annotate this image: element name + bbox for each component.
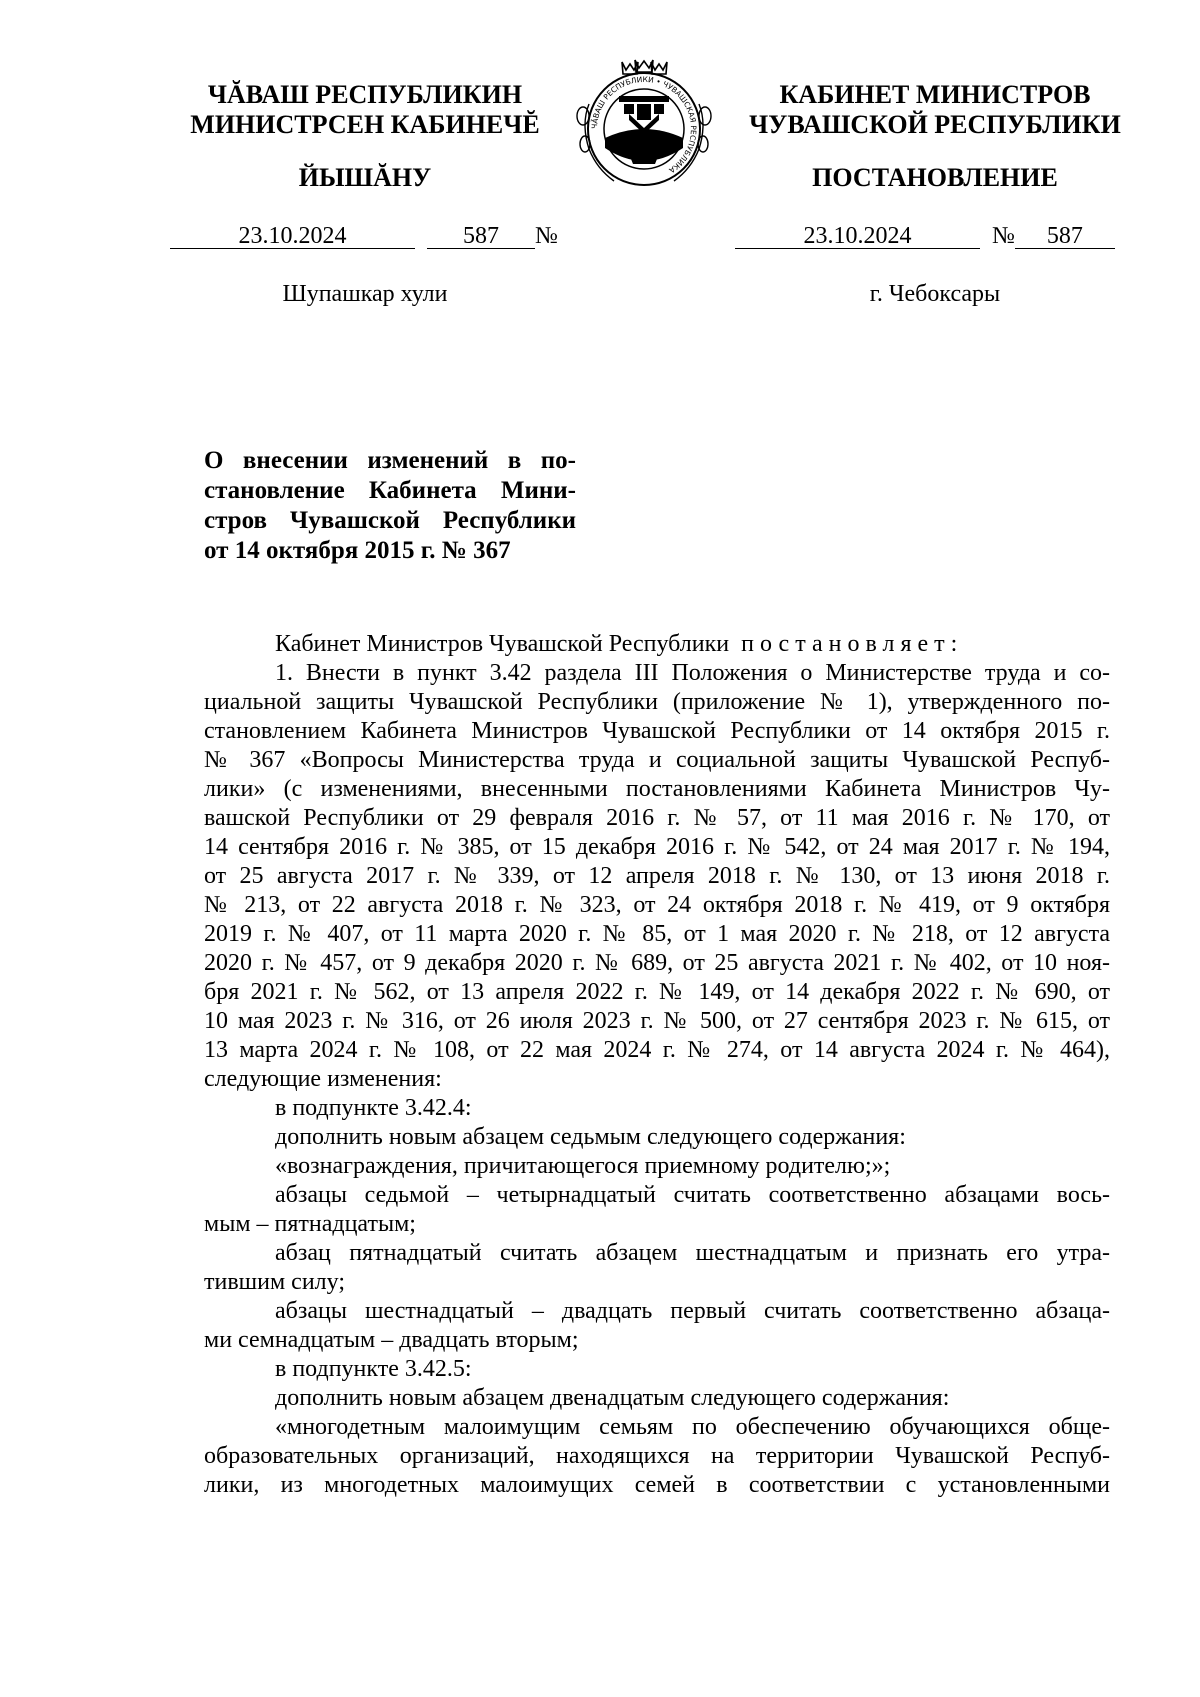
body-line: следующие изменения: — [204, 1066, 442, 1092]
number-row-right — [735, 222, 1115, 250]
doc-type-russian: ПОСТАНОВЛЕНИЕ — [812, 163, 1058, 192]
emblem-ring-text: ЧĂВАШ РЕСПУБЛИКИ • ЧУВАШСКАЯ РЕСПУБЛИКА — [589, 74, 699, 175]
body-line: 10 мая 2023 г. № 316, от 26 июля 2023 г. № 500, от 27 сентября 2023 г. № 615, от — [204, 1008, 1110, 1034]
header-left-line1: ЧĂВАШ РЕСПУБЛИКИН — [207, 80, 523, 109]
header-right-line2: ЧУВАШСКОЙ РЕСПУБЛИКИ — [749, 110, 1121, 139]
body-line: мым – пятнадцатым; — [204, 1211, 416, 1237]
body-line: циальной защиты Чувашской Республики (приложение № 1), утвержденного по- — [204, 689, 1110, 715]
title-line: от 14 октября 2015 г. № 367 — [204, 537, 511, 564]
header-left-line2: МИНИСТРСЕН КАБИНЕЧĔ — [190, 110, 540, 139]
body-line: абзацы шестнадцатый – двадцать первый считать соответственно абзаца- — [275, 1298, 1110, 1324]
body-intro-decree: постановляет: — [741, 631, 964, 657]
body-line: бря 2021 г. № 562, от 13 апреля 2022 г. № 149, от 14 декабря 2022 г. № 690, от — [204, 979, 1110, 1005]
place-russian: г. Чебоксары — [869, 281, 1001, 307]
header-left-org — [170, 80, 560, 140]
body-line: становлением Кабинета Министров Чувашской Республики от 14 октября 2015 г. — [204, 718, 1110, 744]
header-right-line1: КАБИНЕТ МИНИСТРОВ — [779, 80, 1091, 109]
body-line: № 213, от 22 августа 2018 г. № 323, от 24 октября 2018 г. № 419, от 9 октября — [204, 892, 1110, 918]
left-number: 587 — [427, 224, 535, 249]
document-title — [204, 446, 576, 566]
emblem-graphic — [569, 54, 719, 204]
number-row-left — [170, 222, 558, 250]
body-line: лики, из многодетных малоимущих семей в соответствии с установленными — [204, 1472, 1110, 1498]
body-line: тившим силу; — [204, 1269, 345, 1295]
title-line: О внесении изменений в по- — [204, 447, 576, 474]
title-line: становление Кабинета Мини- — [204, 477, 576, 504]
body-line: «многодетным малоимущим семьям по обеспечению обучающихся обще- — [275, 1414, 1110, 1440]
left-date: 23.10.2024 — [170, 224, 415, 249]
chuvash-coat-of-arms-icon — [569, 54, 719, 204]
body-line: в подпункте 3.42.4: — [275, 1095, 472, 1121]
place-chuvash: Шупашкар хули — [282, 281, 448, 307]
body-line: образовательных организаций, находящихся на территории Чувашской Респуб- — [204, 1443, 1110, 1469]
body-intro-line — [204, 630, 1110, 659]
body-line: лики» (с изменениями, внесенными постановлениями Кабинета Министров Чу- — [204, 776, 1110, 802]
document-body — [204, 630, 1110, 1500]
body-line: 2020 г. № 457, от 9 декабря 2020 г. № 689, от 25 августа 2021 г. № 402, от 10 ноя- — [204, 950, 1110, 976]
body-line: 2019 г. № 407, от 11 марта 2020 г. № 85, от 1 мая 2020 г. № 218, от 12 августа — [204, 921, 1110, 947]
body-line: абзацы седьмой – четырнадцатый считать соответственно абзацами вось- — [275, 1182, 1110, 1208]
header-right-org — [735, 80, 1135, 140]
body-line: в подпункте 3.42.5: — [275, 1356, 472, 1382]
body-line: вашской Республики от 29 февраля 2016 г. № 57, от 11 мая 2016 г. № 170, от — [204, 805, 1110, 831]
right-date: 23.10.2024 — [735, 224, 980, 249]
body-line: ми семнадцатым – двадцать вторым; — [204, 1327, 579, 1353]
body-line: 1. Внести в пункт 3.42 раздела III Положения о Министерстве труда и со- — [275, 660, 1110, 686]
body-intro: Кабинет Министров Чувашской Республики — [275, 631, 730, 657]
left-number-sign: № — [535, 223, 558, 249]
body-line: № 367 «Вопросы Министерства труда и социальной защиты Чувашской Респуб- — [204, 747, 1110, 773]
doc-type-chuvash: ЙЫШĂНУ — [298, 163, 432, 192]
body-line: от 25 августа 2017 г. № 339, от 12 апреля 2018 г. № 130, от 13 июня 2018 г. — [204, 863, 1110, 889]
right-number: 587 — [1015, 224, 1115, 249]
body-line: абзац пятнадцатый считать абзацем шестнадцатым и признать его утра- — [275, 1240, 1110, 1266]
right-number-sign: № — [992, 223, 1015, 249]
body-line: «вознаграждения, причитающегося приемному родителю;»; — [275, 1153, 891, 1179]
body-lines — [204, 659, 1110, 1500]
body-line: дополнить новым абзацем двенадцатым следующего содержания: — [275, 1385, 950, 1411]
title-line: стров Чувашской Республики — [204, 507, 576, 534]
body-line: 13 марта 2024 г. № 108, от 22 мая 2024 г. № 274, от 14 августа 2024 г. № 464), — [204, 1037, 1110, 1063]
body-line: 14 сентября 2016 г. № 385, от 15 декабря 2016 г. № 542, от 24 мая 2017 г. № 194, — [204, 834, 1110, 860]
body-line: дополнить новым абзацем седьмым следующего содержания: — [275, 1124, 906, 1150]
